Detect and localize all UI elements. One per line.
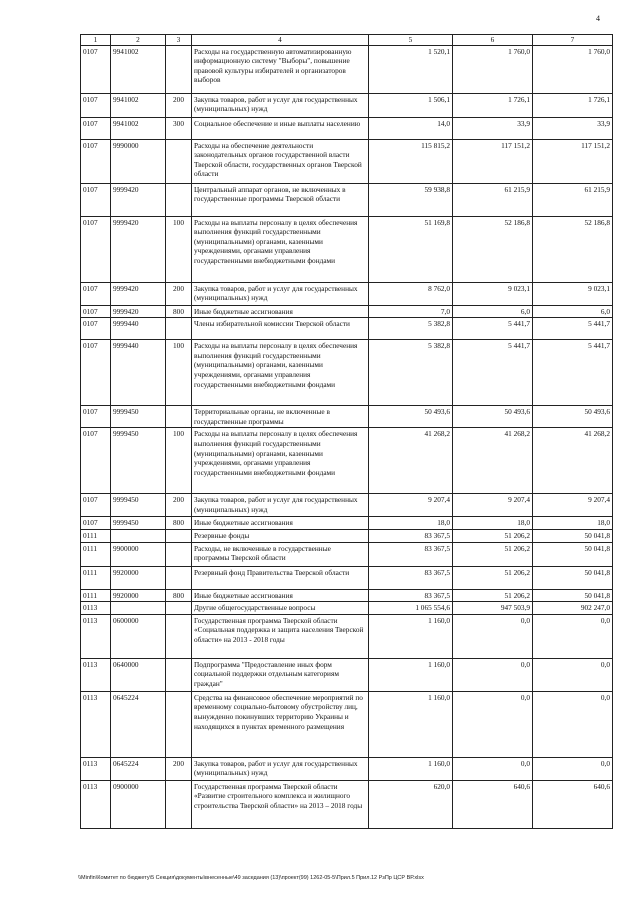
amount-col6: 1 760,0	[453, 45, 533, 93]
amount-col5: 1 506,1	[369, 93, 453, 117]
item-name: Иные бюджетные ассигнования	[192, 589, 369, 602]
table-row	[81, 614, 613, 658]
expense-type-code: 800	[166, 305, 192, 318]
table-row	[81, 589, 613, 602]
section-code: 0111	[81, 566, 111, 589]
amount-col6: 0,0	[453, 658, 533, 691]
amount-col5: 83 367,5	[369, 589, 453, 602]
target-item-code: 9900000	[111, 542, 166, 566]
item-name: Государственная программа Тверской области «Социальная поддержка и защита населения Тверской области» на 2013 - 2018 годы	[192, 614, 369, 658]
amount-col6: 0,0	[453, 691, 533, 757]
amount-col6: 117 151,2	[453, 139, 533, 183]
amount-col6: 52 186,8	[453, 216, 533, 282]
target-item-code: 0600000	[111, 614, 166, 658]
amount-col7: 52 186,8	[533, 216, 613, 282]
amount-col7: 41 268,2	[533, 428, 613, 494]
target-item-code: 9999450	[111, 517, 166, 530]
section-code: 0107	[81, 340, 111, 406]
expense-type-code	[166, 691, 192, 757]
amount-col6: 50 493,6	[453, 406, 533, 428]
budget-table	[80, 34, 613, 829]
section-code: 0107	[81, 494, 111, 517]
column-header: 4	[192, 35, 369, 46]
table-row	[81, 428, 613, 494]
target-item-code: 0900000	[111, 780, 166, 828]
amount-col7: 9 207,4	[533, 494, 613, 517]
item-name: Средства на финансовое обеспечение мероприятий по временному социально-бытовому обустройству лиц, вынужденно покинувших территорию Украины и находящихся в пунктах временного размещения	[192, 691, 369, 757]
item-name: Закупка товаров, работ и услуг для государственных (муниципальных) нужд	[192, 494, 369, 517]
table-row	[81, 282, 613, 305]
amount-col7: 0,0	[533, 658, 613, 691]
amount-col6: 51 206,2	[453, 566, 533, 589]
expense-type-code: 300	[166, 117, 192, 139]
item-name: Иные бюджетные ассигнования	[192, 305, 369, 318]
expense-type-code	[166, 780, 192, 828]
amount-col5: 41 268,2	[369, 428, 453, 494]
header-row	[81, 35, 613, 46]
amount-col5: 83 367,5	[369, 542, 453, 566]
amount-col6: 640,6	[453, 780, 533, 828]
expense-type-code: 100	[166, 340, 192, 406]
section-code: 0107	[81, 318, 111, 340]
table-row	[81, 216, 613, 282]
item-name: Центральный аппарат органов, не включенных в государственные программы Тверской области	[192, 183, 369, 216]
item-name: Расходы на государственную автоматизированную информационную систему "Выборы", повышение правовой культуры избирателей и организаторов выборов	[192, 45, 369, 93]
item-name: Подпрограмма "Предоставление иных форм социальной поддержки отдельным категориям граждан"	[192, 658, 369, 691]
expense-type-code: 200	[166, 494, 192, 517]
table-row	[81, 494, 613, 517]
target-item-code: 9941002	[111, 93, 166, 117]
amount-col5: 5 382,8	[369, 340, 453, 406]
amount-col7: 1 760,0	[533, 45, 613, 93]
target-item-code: 0645224	[111, 691, 166, 757]
target-item-code: 9999420	[111, 282, 166, 305]
amount-col5: 1 160,0	[369, 691, 453, 757]
amount-col6: 18,0	[453, 517, 533, 530]
expense-type-code: 200	[166, 757, 192, 780]
expense-type-code	[166, 139, 192, 183]
item-name: Закупка товаров, работ и услуг для государственных (муниципальных) нужд	[192, 757, 369, 780]
amount-col7: 902 247,0	[533, 602, 613, 615]
table-row	[81, 658, 613, 691]
expense-type-code: 100	[166, 216, 192, 282]
item-name: Закупка товаров, работ и услуг для государственных (муниципальных) нужд	[192, 282, 369, 305]
amount-col5: 9 207,4	[369, 494, 453, 517]
expense-type-code: 200	[166, 93, 192, 117]
amount-col7: 50 041,8	[533, 529, 613, 542]
table-row	[81, 117, 613, 139]
amount-col5: 115 815,2	[369, 139, 453, 183]
column-header: 2	[111, 35, 166, 46]
column-header: 3	[166, 35, 192, 46]
expense-type-code	[166, 566, 192, 589]
amount-col5: 83 367,5	[369, 566, 453, 589]
section-code: 0107	[81, 117, 111, 139]
expense-type-code	[166, 614, 192, 658]
amount-col6: 61 215,9	[453, 183, 533, 216]
table-row	[81, 566, 613, 589]
target-item-code: 9920000	[111, 589, 166, 602]
table-row	[81, 517, 613, 530]
target-item-code	[111, 602, 166, 615]
amount-col6: 41 268,2	[453, 428, 533, 494]
target-item-code: 9999440	[111, 318, 166, 340]
expense-type-code: 800	[166, 589, 192, 602]
amount-col7: 50 041,8	[533, 589, 613, 602]
section-code: 0113	[81, 757, 111, 780]
amount-col5: 83 367,5	[369, 529, 453, 542]
expense-type-code	[166, 658, 192, 691]
target-item-code: 9999450	[111, 494, 166, 517]
page-number: 4	[596, 14, 600, 23]
table-row	[81, 542, 613, 566]
target-item-code: 0645224	[111, 757, 166, 780]
amount-col6: 51 206,2	[453, 529, 533, 542]
expense-type-code: 800	[166, 517, 192, 530]
amount-col6: 51 206,2	[453, 542, 533, 566]
target-item-code: 9999440	[111, 340, 166, 406]
amount-col5: 51 169,8	[369, 216, 453, 282]
expense-type-code	[166, 183, 192, 216]
table-row	[81, 318, 613, 340]
section-code: 0113	[81, 614, 111, 658]
table-row	[81, 45, 613, 93]
amount-col7: 9 023,1	[533, 282, 613, 305]
amount-col6: 9 023,1	[453, 282, 533, 305]
amount-col7: 50 041,8	[533, 566, 613, 589]
target-item-code: 9990000	[111, 139, 166, 183]
item-name: Территориальные органы, не включенные в государственные программы	[192, 406, 369, 428]
amount-col7: 640,6	[533, 780, 613, 828]
table-row	[81, 93, 613, 117]
amount-col6: 9 207,4	[453, 494, 533, 517]
table-row	[81, 529, 613, 542]
amount-col5: 1 160,0	[369, 614, 453, 658]
amount-col7: 0,0	[533, 757, 613, 780]
item-name: Расходы на выплаты персоналу в целях обеспечения выполнения функций государственными (муниципальными) органами, казенными учреждениями, органами управления государственными внебюджетными фондами	[192, 428, 369, 494]
target-item-code: 9999420	[111, 183, 166, 216]
item-name: Государственная программа Тверской области «Развитие строительного комплекса и жилищного строительства Тверской области» на 2013 – 2018 годы	[192, 780, 369, 828]
table-row	[81, 406, 613, 428]
column-header: 5	[369, 35, 453, 46]
target-item-code: 9999450	[111, 428, 166, 494]
column-header: 6	[453, 35, 533, 46]
expense-type-code	[166, 45, 192, 93]
target-item-code: 9999420	[111, 216, 166, 282]
item-name: Резервный фонд Правительства Тверской области	[192, 566, 369, 589]
amount-col5: 1 065 554,6	[369, 602, 453, 615]
table-row	[81, 183, 613, 216]
section-code: 0107	[81, 93, 111, 117]
amount-col6: 947 503,9	[453, 602, 533, 615]
item-name: Расходы на обеспечение деятельности законодательных органов государственной власти Тверской области, государственных органов Тверской области	[192, 139, 369, 183]
section-code: 0113	[81, 602, 111, 615]
item-name: Другие общегосударственные вопросы	[192, 602, 369, 615]
amount-col7: 117 151,2	[533, 139, 613, 183]
expense-type-code	[166, 318, 192, 340]
amount-col6: 33,9	[453, 117, 533, 139]
amount-col6: 5 441,7	[453, 318, 533, 340]
target-item-code: 9999420	[111, 305, 166, 318]
amount-col5: 14,0	[369, 117, 453, 139]
amount-col7: 50 493,6	[533, 406, 613, 428]
section-code: 0113	[81, 691, 111, 757]
section-code: 0107	[81, 139, 111, 183]
amount-col7: 18,0	[533, 517, 613, 530]
item-name: Члены избирательной комиссии Тверской области	[192, 318, 369, 340]
amount-col5: 7,0	[369, 305, 453, 318]
amount-col5: 1 520,1	[369, 45, 453, 93]
section-code: 0113	[81, 658, 111, 691]
target-item-code: 0640000	[111, 658, 166, 691]
amount-col5: 5 382,8	[369, 318, 453, 340]
amount-col5: 1 160,0	[369, 658, 453, 691]
table-row	[81, 757, 613, 780]
expense-type-code	[166, 602, 192, 615]
target-item-code	[111, 529, 166, 542]
amount-col5: 620,0	[369, 780, 453, 828]
table-row	[81, 340, 613, 406]
section-code: 0111	[81, 542, 111, 566]
section-code: 0107	[81, 216, 111, 282]
amount-col5: 18,0	[369, 517, 453, 530]
column-header: 1	[81, 35, 111, 46]
item-name: Расходы, не включенные в государственные программы Тверской области	[192, 542, 369, 566]
amount-col7: 0,0	[533, 614, 613, 658]
amount-col6: 0,0	[453, 757, 533, 780]
section-code: 0107	[81, 282, 111, 305]
expense-type-code: 100	[166, 428, 192, 494]
section-code: 0107	[81, 305, 111, 318]
target-item-code: 9941002	[111, 117, 166, 139]
expense-type-code	[166, 542, 192, 566]
amount-col6: 51 206,2	[453, 589, 533, 602]
amount-col7: 5 441,7	[533, 340, 613, 406]
amount-col6: 6,0	[453, 305, 533, 318]
target-item-code: 9920000	[111, 566, 166, 589]
amount-col7: 33,9	[533, 117, 613, 139]
table-row	[81, 691, 613, 757]
item-name: Иные бюджетные ассигнования	[192, 517, 369, 530]
section-code: 0111	[81, 589, 111, 602]
amount-col5: 50 493,6	[369, 406, 453, 428]
amount-col7: 6,0	[533, 305, 613, 318]
expense-type-code: 200	[166, 282, 192, 305]
amount-col7: 61 215,9	[533, 183, 613, 216]
item-name: Социальное обеспечение и иные выплаты населению	[192, 117, 369, 139]
amount-col7: 5 441,7	[533, 318, 613, 340]
column-header: 7	[533, 35, 613, 46]
amount-col6: 0,0	[453, 614, 533, 658]
table-row	[81, 305, 613, 318]
section-code: 0107	[81, 517, 111, 530]
target-item-code: 9941002	[111, 45, 166, 93]
amount-col6: 5 441,7	[453, 340, 533, 406]
item-name: Расходы на выплаты персоналу в целях обеспечения выполнения функций государственными (муниципальными) органами, казенными учреждениями, органами управления государственными внебюджетными фондами	[192, 340, 369, 406]
file-path-footer: \\Minfin\Комитет по бюджету\5 Секция\документы\внесенные\49 заседания (13)\проект(99) 1262-05-5\Прил.5 Прил.12 РзПр ЦСР ВР.xlsx	[78, 875, 424, 881]
section-code: 0113	[81, 780, 111, 828]
section-code: 0107	[81, 428, 111, 494]
section-code: 0111	[81, 529, 111, 542]
table-row	[81, 780, 613, 828]
item-name: Расходы на выплаты персоналу в целях обеспечения выполнения функций государственными (муниципальными) органами, казенными учреждениями, органами управления государственными внебюджетными фондами	[192, 216, 369, 282]
section-code: 0107	[81, 406, 111, 428]
section-code: 0107	[81, 183, 111, 216]
amount-col5: 1 160,0	[369, 757, 453, 780]
amount-col6: 1 726,1	[453, 93, 533, 117]
section-code: 0107	[81, 45, 111, 93]
amount-col5: 8 762,0	[369, 282, 453, 305]
amount-col7: 50 041,8	[533, 542, 613, 566]
item-name: Резервные фонды	[192, 529, 369, 542]
table-row	[81, 602, 613, 615]
amount-col5: 59 938,8	[369, 183, 453, 216]
amount-col7: 0,0	[533, 691, 613, 757]
target-item-code: 9999450	[111, 406, 166, 428]
expense-type-code	[166, 529, 192, 542]
amount-col7: 1 726,1	[533, 93, 613, 117]
expense-type-code	[166, 406, 192, 428]
table-row	[81, 139, 613, 183]
item-name: Закупка товаров, работ и услуг для государственных (муниципальных) нужд	[192, 93, 369, 117]
